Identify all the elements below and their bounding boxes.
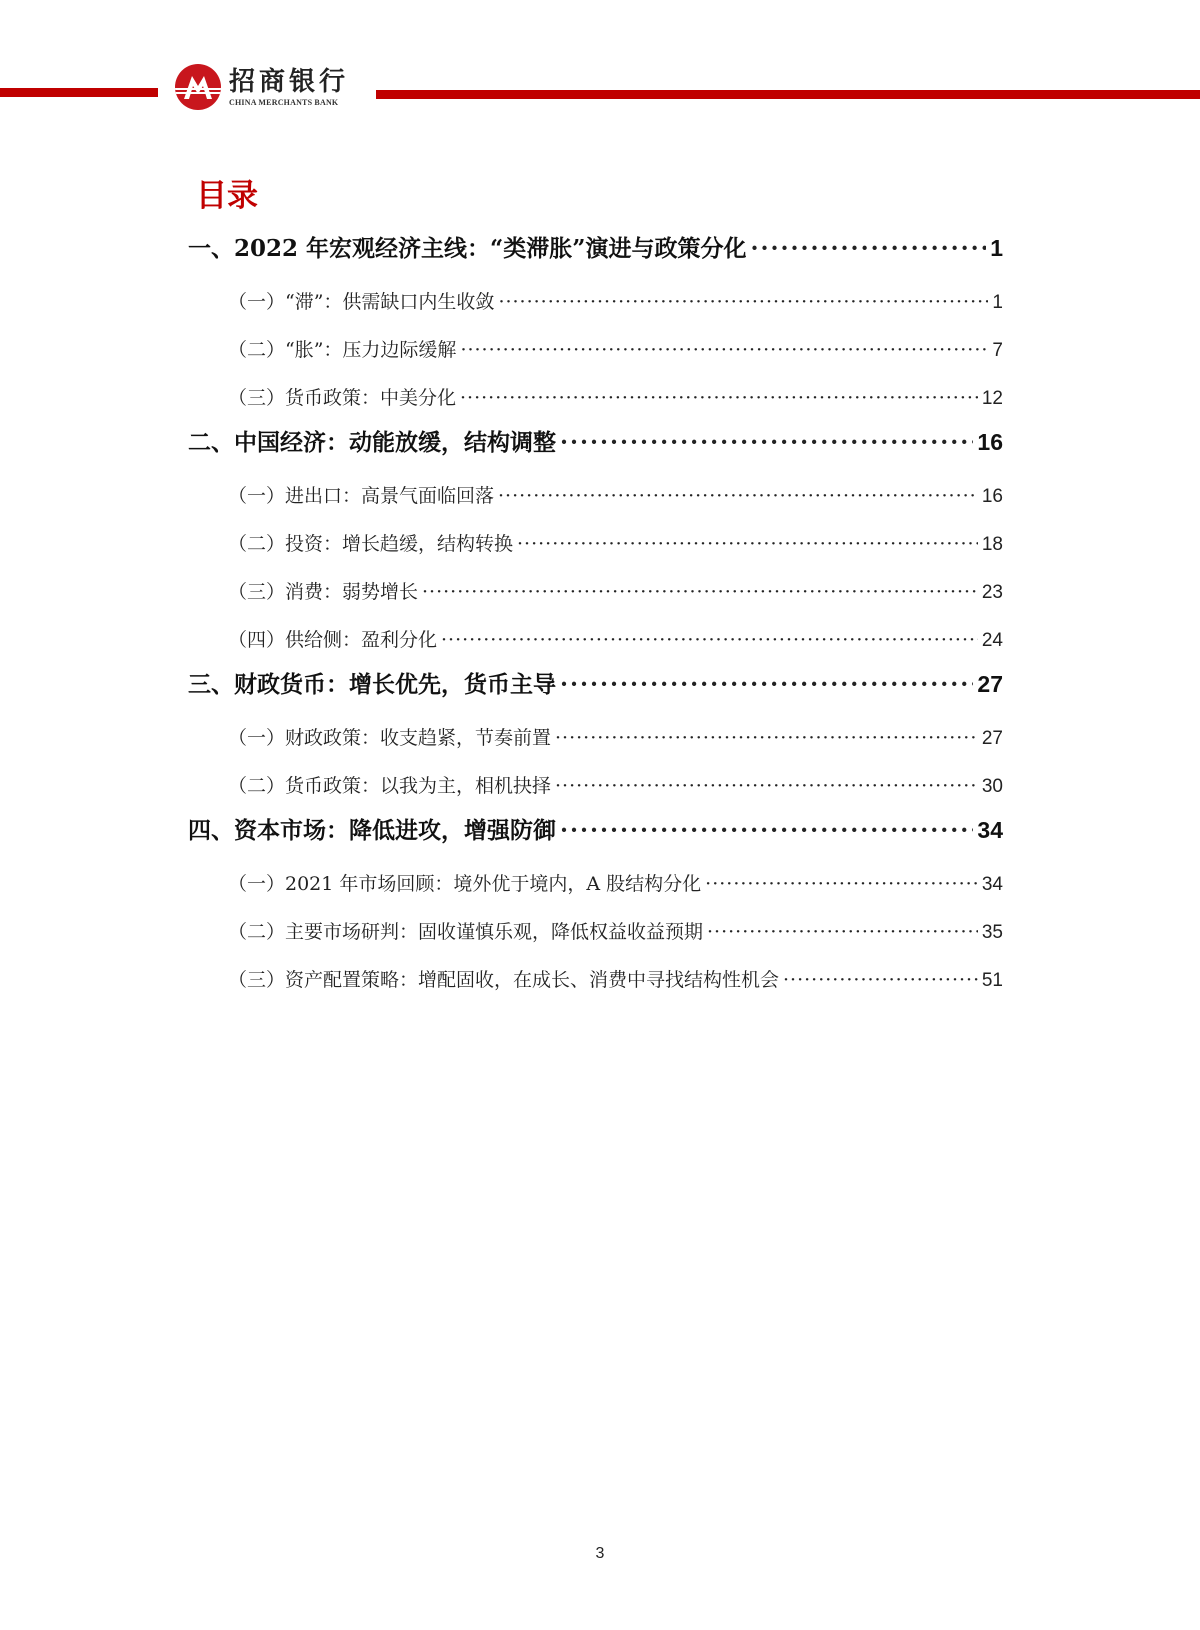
toc-entry-text: （二）主要市场研判：固收谨慎乐观，降低权益收益预期: [228, 921, 704, 943]
toc-entry-text: 二、中国经济：动能放缓，结构调整: [188, 429, 556, 456]
toc-entry-text: （一）2021 年市场回顾：境外优于境内，A 股结构分化: [228, 873, 702, 895]
table-of-contents: [188, 228, 1003, 1004]
toc-entry[interactable]: [188, 278, 1003, 326]
toc-page-number: 24: [981, 630, 1003, 651]
toc-page-number: 23: [981, 582, 1003, 603]
dot-leader: [560, 423, 973, 463]
toc-entry-section-3[interactable]: [188, 664, 1003, 714]
toc-entry[interactable]: [188, 374, 1003, 422]
toc-entry-text: （二）货币政策：以我为主，相机抉择: [228, 775, 552, 797]
toc-page-number: 1: [992, 292, 1003, 313]
page-number: 3: [595, 1545, 605, 1562]
toc-entry-text: （四）供给侧：盈利分化: [228, 629, 438, 651]
toc-entry-section-1[interactable]: [188, 228, 1003, 278]
toc-entry[interactable]: [188, 956, 1003, 1004]
toc-entry[interactable]: [188, 616, 1003, 664]
toc-page-number: 30: [981, 776, 1003, 797]
bank-name-en: CHINA MERCHANTS BANK: [229, 98, 339, 107]
dot-leader: [560, 665, 973, 705]
toc-entry[interactable]: [188, 520, 1003, 568]
dot-leader: [555, 762, 978, 810]
toc-page-number: 34: [977, 817, 1003, 843]
toc-entry-text: 四、资本市场：降低进攻，增强防御: [188, 817, 556, 844]
header-rule-left: [0, 88, 158, 97]
toc-page-number: 51: [981, 970, 1003, 991]
toc-entry-text: （二）投资：增长趋缓，结构转换: [228, 533, 514, 555]
toc-entry-text: （一）“滞”：供需缺口内生收敛: [228, 291, 495, 313]
dot-leader: [460, 326, 988, 374]
toc-page-number: 18: [981, 534, 1003, 555]
toc-entry[interactable]: [188, 472, 1003, 520]
dot-leader: [517, 520, 978, 568]
bank-logo: [175, 64, 349, 110]
dot-leader: [460, 374, 978, 422]
bank-name-cn: 招商银行: [229, 67, 350, 97]
toc-entry-text: （三）资产配置策略：增配固收，在成长、消费中寻找结构性机会: [228, 969, 780, 991]
dot-leader: [555, 714, 978, 762]
dot-leader: [498, 278, 988, 326]
toc-page-number: 7: [992, 340, 1003, 361]
dot-leader: [707, 908, 978, 956]
toc-entry-text: （二）“胀”：压力边际缓解: [228, 339, 457, 361]
dot-leader: [750, 229, 986, 269]
toc-entry[interactable]: [188, 568, 1003, 616]
toc-page-number: 35: [981, 922, 1003, 943]
toc-entry-text: （三）货币政策：中美分化: [228, 387, 457, 409]
toc-entry[interactable]: [188, 762, 1003, 810]
dot-leader: [422, 568, 978, 616]
toc-entry-text: （一）进出口：高景气面临回落: [228, 485, 495, 507]
toc-page-number: 27: [981, 728, 1003, 749]
header-rule-right: [376, 90, 1200, 99]
toc-entry[interactable]: [188, 714, 1003, 762]
toc-page-number: 27: [977, 671, 1003, 697]
cmb-logo-icon: [175, 64, 221, 110]
toc-page-number: 34: [981, 874, 1003, 895]
toc-page-number: 1: [990, 235, 1003, 261]
toc-title: 目录: [196, 178, 258, 214]
toc-page-number: 16: [977, 429, 1003, 455]
toc-entry-text: （三）消费：弱势增长: [228, 581, 419, 603]
dot-leader: [705, 860, 978, 908]
dot-leader: [783, 956, 978, 1004]
toc-entry[interactable]: [188, 908, 1003, 956]
dot-leader: [560, 811, 973, 851]
dot-leader: [441, 616, 978, 664]
toc-entry-text: 三、财政货币：增长优先，货币主导: [188, 671, 556, 698]
toc-entry-text: 一、2022 年宏观经济主线：“类滞胀”演进与政策分化: [188, 235, 747, 262]
toc-page-number: 16: [981, 486, 1003, 507]
toc-entry-text: （一）财政政策：收支趋紧，节奏前置: [228, 727, 552, 749]
toc-entry-section-4[interactable]: [188, 810, 1003, 860]
toc-page-number: 12: [981, 388, 1003, 409]
toc-entry[interactable]: [188, 326, 1003, 374]
dot-leader: [498, 472, 978, 520]
toc-entry-section-2[interactable]: [188, 422, 1003, 472]
toc-entry[interactable]: [188, 860, 1003, 908]
